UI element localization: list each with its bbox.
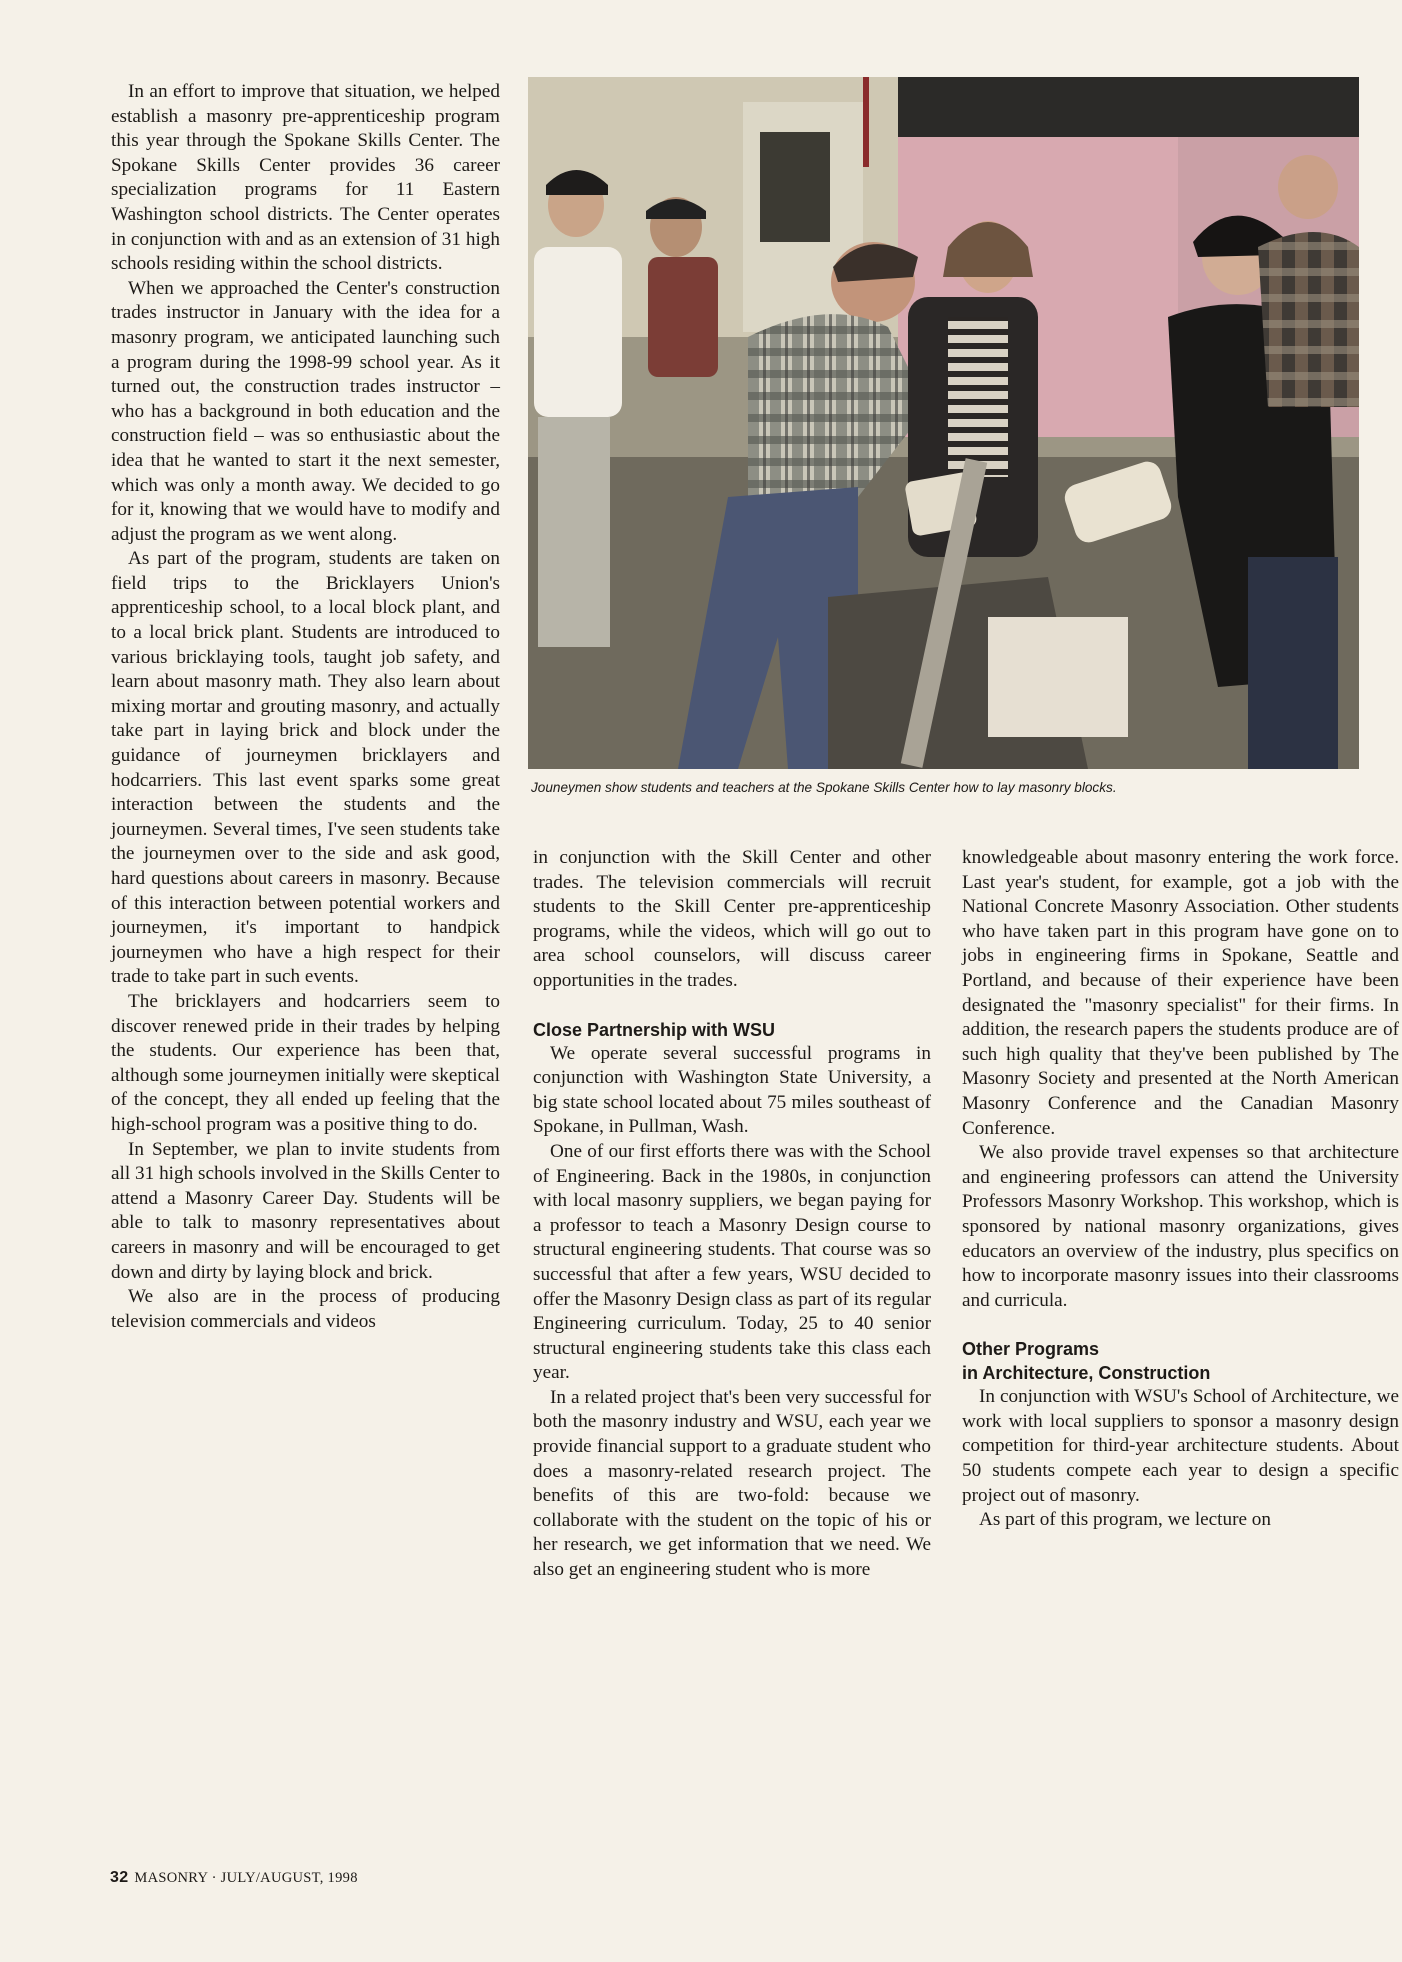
left-paragraph-5: In September, we plan to invite students from all 31 high schools involved in the Skills Center to attend a Masonry Career Day. Students will be able to talk to masonry representatives about careers in masonry and will be encouraged to get down and dirty by laying block and brick. — [111, 1138, 500, 1283]
left-paragraph-6: We also are in the process of producing television commercials and videos — [111, 1286, 500, 1332]
page-number: 32 — [110, 1869, 129, 1886]
left-paragraph-3: As part of the program, students are taken on field trips to the Bricklayers Union's apprenticeship school, to a local block plant, and to a local brick plant. Students are introduced to various bricklaying tools, taught job safety, and learn about masonry math. They also learn about mixing mortar and grouting masonry, and actually take part in laying brick and block under the guidance of journeymen bricklayers and hodcarriers. This last event sparks some great interaction between the students and the journeymen. Several times, I've seen students take the journeymen over to the side and ask good, hard questions about careers in masonry. Because of this interaction between potential workers and journeymen, it's important to handpick journeymen who have a high respect for their trade to take part in such events. — [111, 548, 500, 988]
middle-column — [533, 846, 931, 1583]
right-continuation: knowledgeable about masonry entering the work force. Last year's student, for example, got a job with the National Concrete Masonry Association. Other students who have taken part in this program have gone on to jobs in engineering firms in Spokane, Seattle and Portland, and because of their experience have been designated the "masonry specialist" for their firms. In addition, the research papers the students produce are of such high quality that they've been published by The Masonry Society and presented at the North American Masonry Conference and the Canadian Masonry Conference. — [962, 847, 1399, 1139]
photo-illustration — [528, 77, 1359, 769]
page-footer — [110, 1869, 358, 1887]
publication-name: MASONRY · JULY/AUGUST, 1998 — [134, 1870, 358, 1886]
middle-paragraph-1: We operate several successful programs in conjunction with Washington State University, a big state school located about 75 miles southeast of Spokane, in Pullman, Wash. — [533, 1042, 931, 1138]
middle-continuation: in conjunction with the Skill Center and other trades. The television commercials will recruit students to the Skill Center pre-apprenticeship programs, while the videos, which will go out to area school counselors, will discuss career opportunities in the trades. — [533, 847, 931, 991]
heading-close-partnership: Close Partnership with WSU — [533, 1019, 776, 1040]
left-column — [111, 80, 500, 1334]
heading-other-programs-line-2: in Architecture, Construction — [962, 1363, 1211, 1384]
middle-paragraph-2: One of our first efforts there was with the School of Engineering. Back in the 1980s, in conjunction with local masonry suppliers, we began paying for a professor to teach a Masonry Design course to structural engineering students. That course was so successful that after a few years, WSU decided to offer the Masonry Design class as part of its regular Engineering curriculum. Today, 25 to 40 senior structural engineering students take this class each year. — [533, 1140, 931, 1384]
left-paragraph-1: In an effort to improve that situation, we helped establish a masonry pre-apprenticeship program this year through the Spokane Skills Center. The Spokane Skills Center provides 36 career specialization programs for 11 Eastern Washington school districts. The Center operates in conjunction with and as an extension of 31 high schools residing within the school districts. — [111, 81, 500, 275]
left-paragraph-2: When we approached the Center's construction trades instructor in January with the idea for a masonry program, we anticipated launching such a program during the 1998-99 school year. As it turned out, the construction trades instructor – who has a background in both education and the construction field – was so enthusiastic about the idea that he wanted to start it the next semester, which was only a month away. We decided to go for it, knowing that we would have to modify and adjust the program as we went along. — [111, 277, 500, 545]
right-paragraph-3: In conjunction with WSU's School of Architecture, we work with local suppliers to sponsor a masonry design competition for third-year architecture students. About 50 students compete each year to design a specific project out of masonry. — [962, 1386, 1399, 1506]
article-photo — [528, 77, 1359, 769]
right-paragraph-2: We also provide travel expenses so that architecture and engineering professors can attend the University Professors Masonry Workshop. This workshop, which is sponsored by national masonry organizations, gives educators an overview of the industry, plus specifics on how to incorporate masonry issues into their classrooms and curricula. — [962, 1142, 1399, 1311]
photo-caption: Jouneymen show students and teachers at the Spokane Skills Center how to lay masonry blocks. — [531, 780, 1117, 795]
heading-other-programs-line-1: Other Programs — [962, 1339, 1100, 1360]
right-paragraph-4: As part of this program, we lecture on — [979, 1509, 1271, 1531]
left-paragraph-4: The bricklayers and hodcarriers seem to discover renewed pride in their trades by helping the students. Our experience has been that, although some journeymen initially were skeptical of the concept, they all ended up feeling that the high-school program was a positive thing to do. — [111, 990, 500, 1135]
middle-paragraph-3: In a related project that's been very successful for both the masonry industry and WSU, each year we provide financial support to a graduate student who does a masonry-related research project. The benefits of this are two-fold: because we collaborate with the student on the topic of his or her research, we get information that we need. We also get an engineering student who is more — [533, 1386, 931, 1581]
right-column — [962, 846, 1399, 1533]
